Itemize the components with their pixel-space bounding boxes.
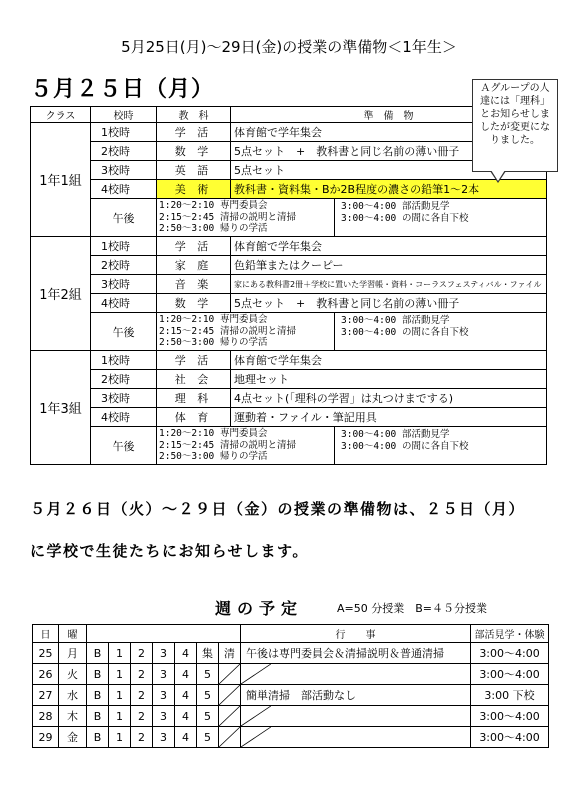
period-cell: 3校時 (91, 275, 157, 294)
day-cell: 29 (33, 727, 59, 748)
header-periods (87, 625, 241, 643)
items-cell: 5点セット + 教科書と同じ名前の薄い冊子 (231, 294, 547, 313)
prep-row (31, 142, 547, 161)
lesson-length-legend: A=50 分授業 B=４５分授業 (337, 602, 487, 615)
club-time-cell: 3:00 下校 (471, 685, 549, 706)
subject-cell: 学 活 (157, 237, 231, 256)
event-cell: 午後は専門委員会＆清掃説明＆普通清掃 (241, 643, 471, 664)
afternoon-row (31, 427, 547, 465)
header-subject: 教 科 (157, 107, 231, 123)
header-events: 行 事 (241, 625, 471, 643)
diagonal-slash (219, 727, 240, 747)
items-cell: 5点セット (231, 161, 547, 180)
callout-pointer-fill (491, 170, 505, 181)
header-day: 日 (33, 625, 59, 643)
period-cell: 4校時 (91, 180, 157, 199)
header-weekday: 曜 (59, 625, 87, 643)
period-cell: 4校時 (91, 408, 157, 427)
period-cell: 3校時 (91, 389, 157, 408)
afternoon-label: 午後 (91, 427, 157, 465)
period-cell: 5 (197, 685, 219, 706)
subject-cell: 学 活 (157, 351, 231, 370)
period-cell: 3 (153, 643, 175, 664)
event-cell (241, 727, 471, 748)
afternoon-row (31, 199, 547, 237)
afternoon-activity-line: 2:50〜3:00 帰りの学活 (159, 223, 268, 235)
preparation-table (30, 106, 547, 465)
afternoon-activity-line: 2:15〜2:45 清掃の説明と清掃 (159, 211, 296, 223)
empty-period-cell (219, 727, 241, 748)
items-cell: 地理セット (231, 370, 547, 389)
afternoon-club-line: 3:00〜4:00 部活動見学 (341, 429, 450, 440)
items-cell: 体育館で学年集会 (231, 123, 547, 142)
prep-row (31, 389, 547, 408)
empty-period-cell (219, 664, 241, 685)
subject-cell: 数 学 (157, 142, 231, 161)
diagonal-slash (219, 685, 240, 705)
afternoon-schedule (157, 427, 547, 465)
period-cell: 集 (197, 643, 219, 664)
items-cell: 5点セット + 教科書と同じ名前の薄い冊子 (231, 142, 547, 161)
afternoon-schedule (157, 313, 547, 351)
club-time-cell: 3:00〜4:00 (471, 706, 549, 727)
period-cell: 4 (175, 706, 197, 727)
event-cell (241, 706, 471, 727)
class-name: 1年1組 (31, 123, 91, 237)
prep-row (31, 408, 547, 427)
prep-row (31, 370, 547, 389)
afternoon-label: 午後 (91, 199, 157, 237)
event-cell (241, 664, 471, 685)
afternoon-activity-line: 1:20〜2:10 専門委員会 (159, 428, 268, 440)
prep-header-row (31, 107, 547, 123)
header-items: 準 備 物 (231, 107, 547, 123)
period-cell: 2校時 (91, 142, 157, 161)
afternoon-row (31, 313, 547, 351)
header-club: 部活見学・体験 (471, 625, 549, 643)
period-cell: 清 (219, 643, 241, 664)
afternoon-club-line: 3:00〜4:00 部活動見学 (341, 201, 450, 212)
period-cell: 2校時 (91, 370, 157, 389)
subject-cell: 音 楽 (157, 275, 231, 294)
week-row (33, 706, 549, 727)
afternoon-label: 午後 (91, 313, 157, 351)
period-cell: 4 (175, 685, 197, 706)
week-row (33, 685, 549, 706)
weekday-cell: 水 (59, 685, 87, 706)
club-time-cell: 3:00〜4:00 (471, 643, 549, 664)
period-cell: 4 (175, 643, 197, 664)
diagonal-slash (241, 706, 470, 726)
prep-row (31, 256, 547, 275)
diagonal-slash (241, 727, 470, 747)
weekly-schedule-table (32, 624, 549, 748)
items-cell: 4点セット(「理科の学習」は丸つけまでする) (231, 389, 547, 408)
document-title: 5月25日(月)〜29日(金)の授業の準備物＜1年生＞ (121, 38, 457, 56)
prep-row highlighted-row (31, 180, 547, 199)
period-cell: 2 (131, 643, 153, 664)
items-cell: 家にある教科書2冊＋学校に置いた学習帳・資料・コーラスフェスティバル・ファイル (231, 275, 547, 294)
period-cell: 1校時 (91, 351, 157, 370)
afternoon-schedule-wrap (159, 199, 546, 236)
period-cell: 1校時 (91, 123, 157, 142)
period-cell: 3 (153, 706, 175, 727)
week-row (33, 643, 549, 664)
prep-row (31, 294, 547, 313)
period-cell: 2 (131, 727, 153, 748)
period-cell: 2 (131, 664, 153, 685)
period-cell: 1 (109, 685, 131, 706)
subject-cell: 体 育 (157, 408, 231, 427)
subject-cell: 美 術 (157, 180, 231, 199)
period-cell: 1 (109, 727, 131, 748)
period-cell: 1 (109, 643, 131, 664)
afternoon-club-line: 3:00〜4:00 の間に各自下校 (341, 212, 469, 224)
items-cell: 教科書・資料集・Bか2B程度の濃さの鉛筆1〜2本 (231, 180, 547, 199)
afternoon-activities (159, 313, 335, 350)
period-cell: 1 (109, 706, 131, 727)
period-cell: 5 (197, 664, 219, 685)
prep-body (31, 123, 547, 465)
period-cell: 5 (197, 727, 219, 748)
period-cell: 3 (153, 727, 175, 748)
weekday-cell: 木 (59, 706, 87, 727)
day-cell: 25 (33, 643, 59, 664)
afternoon-activity-line: 1:20〜2:10 専門委員会 (159, 314, 268, 326)
period-cell: 1 (109, 664, 131, 685)
prep-row (31, 123, 547, 142)
period-cell: 2校時 (91, 256, 157, 275)
weekday-cell: 金 (59, 727, 87, 748)
weekday-cell: 月 (59, 643, 87, 664)
prep-row (31, 275, 547, 294)
period-cell: 5 (197, 706, 219, 727)
day-cell: 28 (33, 706, 59, 727)
diagonal-slash (219, 664, 240, 684)
week-schedule-title: 週の予定 (215, 599, 304, 618)
day-cell: 26 (33, 664, 59, 685)
afternoon-club-info (335, 313, 468, 350)
lesson-type-cell: B (87, 685, 109, 706)
class-name: 1年3組 (31, 351, 91, 465)
class-name: 1年2組 (31, 237, 91, 351)
items-cell: 体育館で学年集会 (231, 237, 547, 256)
prep-row (31, 161, 547, 180)
week-body (33, 643, 549, 748)
club-time-cell: 3:00〜4:00 (471, 664, 549, 685)
lesson-type-cell: B (87, 664, 109, 685)
afternoon-schedule-wrap (159, 427, 546, 464)
diagonal-slash (219, 706, 240, 726)
notice-line-2: に学校で生徒たちにお知らせします。 (30, 542, 309, 560)
diagonal-slash (241, 664, 470, 684)
period-cell: 2 (131, 706, 153, 727)
subject-cell: 学 活 (157, 123, 231, 142)
lesson-type-cell: B (87, 727, 109, 748)
subject-cell: 英 語 (157, 161, 231, 180)
header-period: 校時 (91, 107, 157, 123)
period-cell: 4 (175, 727, 197, 748)
empty-period-cell (219, 706, 241, 727)
period-cell: 3 (153, 685, 175, 706)
period-cell: 3 (153, 664, 175, 685)
afternoon-activity-line: 2:15〜2:45 清掃の説明と清掃 (159, 325, 296, 337)
subject-cell: 数 学 (157, 294, 231, 313)
date-heading: ５月２５日（月） (30, 77, 215, 102)
afternoon-schedule-wrap (159, 313, 546, 350)
afternoon-activity-line: 2:15〜2:45 清掃の説明と清掃 (159, 439, 296, 451)
event-cell: 簡単清掃 部活動なし (241, 685, 471, 706)
prep-row (31, 237, 547, 256)
week-row (33, 727, 549, 748)
day-cell: 27 (33, 685, 59, 706)
afternoon-activities (159, 427, 335, 464)
header-class: クラス (31, 107, 91, 123)
week-header-row (33, 625, 549, 643)
afternoon-activity-line: 2:50〜3:00 帰りの学活 (159, 337, 268, 349)
afternoon-club-info (335, 427, 468, 464)
afternoon-activity-line: 2:50〜3:00 帰りの学活 (159, 451, 268, 463)
subject-cell: 理 科 (157, 389, 231, 408)
weekday-cell: 火 (59, 664, 87, 685)
empty-period-cell (219, 685, 241, 706)
items-cell: 色鉛筆またはクーピー (231, 256, 547, 275)
week-row (33, 664, 549, 685)
lesson-type-cell: B (87, 706, 109, 727)
afternoon-club-line: 3:00〜4:00 の間に各自下校 (341, 326, 469, 338)
afternoon-club-info (335, 199, 468, 236)
items-cell: 運動着・ファイル・筆記用具 (231, 408, 547, 427)
afternoon-activity-line: 1:20〜2:10 専門委員会 (159, 200, 268, 212)
period-cell: 3校時 (91, 161, 157, 180)
items-cell: 体育館で学年集会 (231, 351, 547, 370)
subject-cell: 社 会 (157, 370, 231, 389)
afternoon-schedule (157, 199, 547, 237)
afternoon-club-line: 3:00〜4:00 部活動見学 (341, 315, 450, 326)
club-time-cell: 3:00〜4:00 (471, 727, 549, 748)
notice-line-1: ５月２６日（火）〜２９日（金）の授業の準備物は、２５日（月） (30, 500, 526, 518)
period-cell: 4校時 (91, 294, 157, 313)
lesson-type-cell: B (87, 643, 109, 664)
period-cell: 2 (131, 685, 153, 706)
change-notice-callout: Ａグループの人達には「理科」とお知らせしましたが変更になりました。 (472, 79, 558, 172)
subject-cell: 家 庭 (157, 256, 231, 275)
period-cell: 4 (175, 664, 197, 685)
afternoon-club-line: 3:00〜4:00 の間に各自下校 (341, 440, 469, 452)
prep-row (31, 351, 547, 370)
period-cell: 1校時 (91, 237, 157, 256)
afternoon-activities (159, 199, 335, 236)
